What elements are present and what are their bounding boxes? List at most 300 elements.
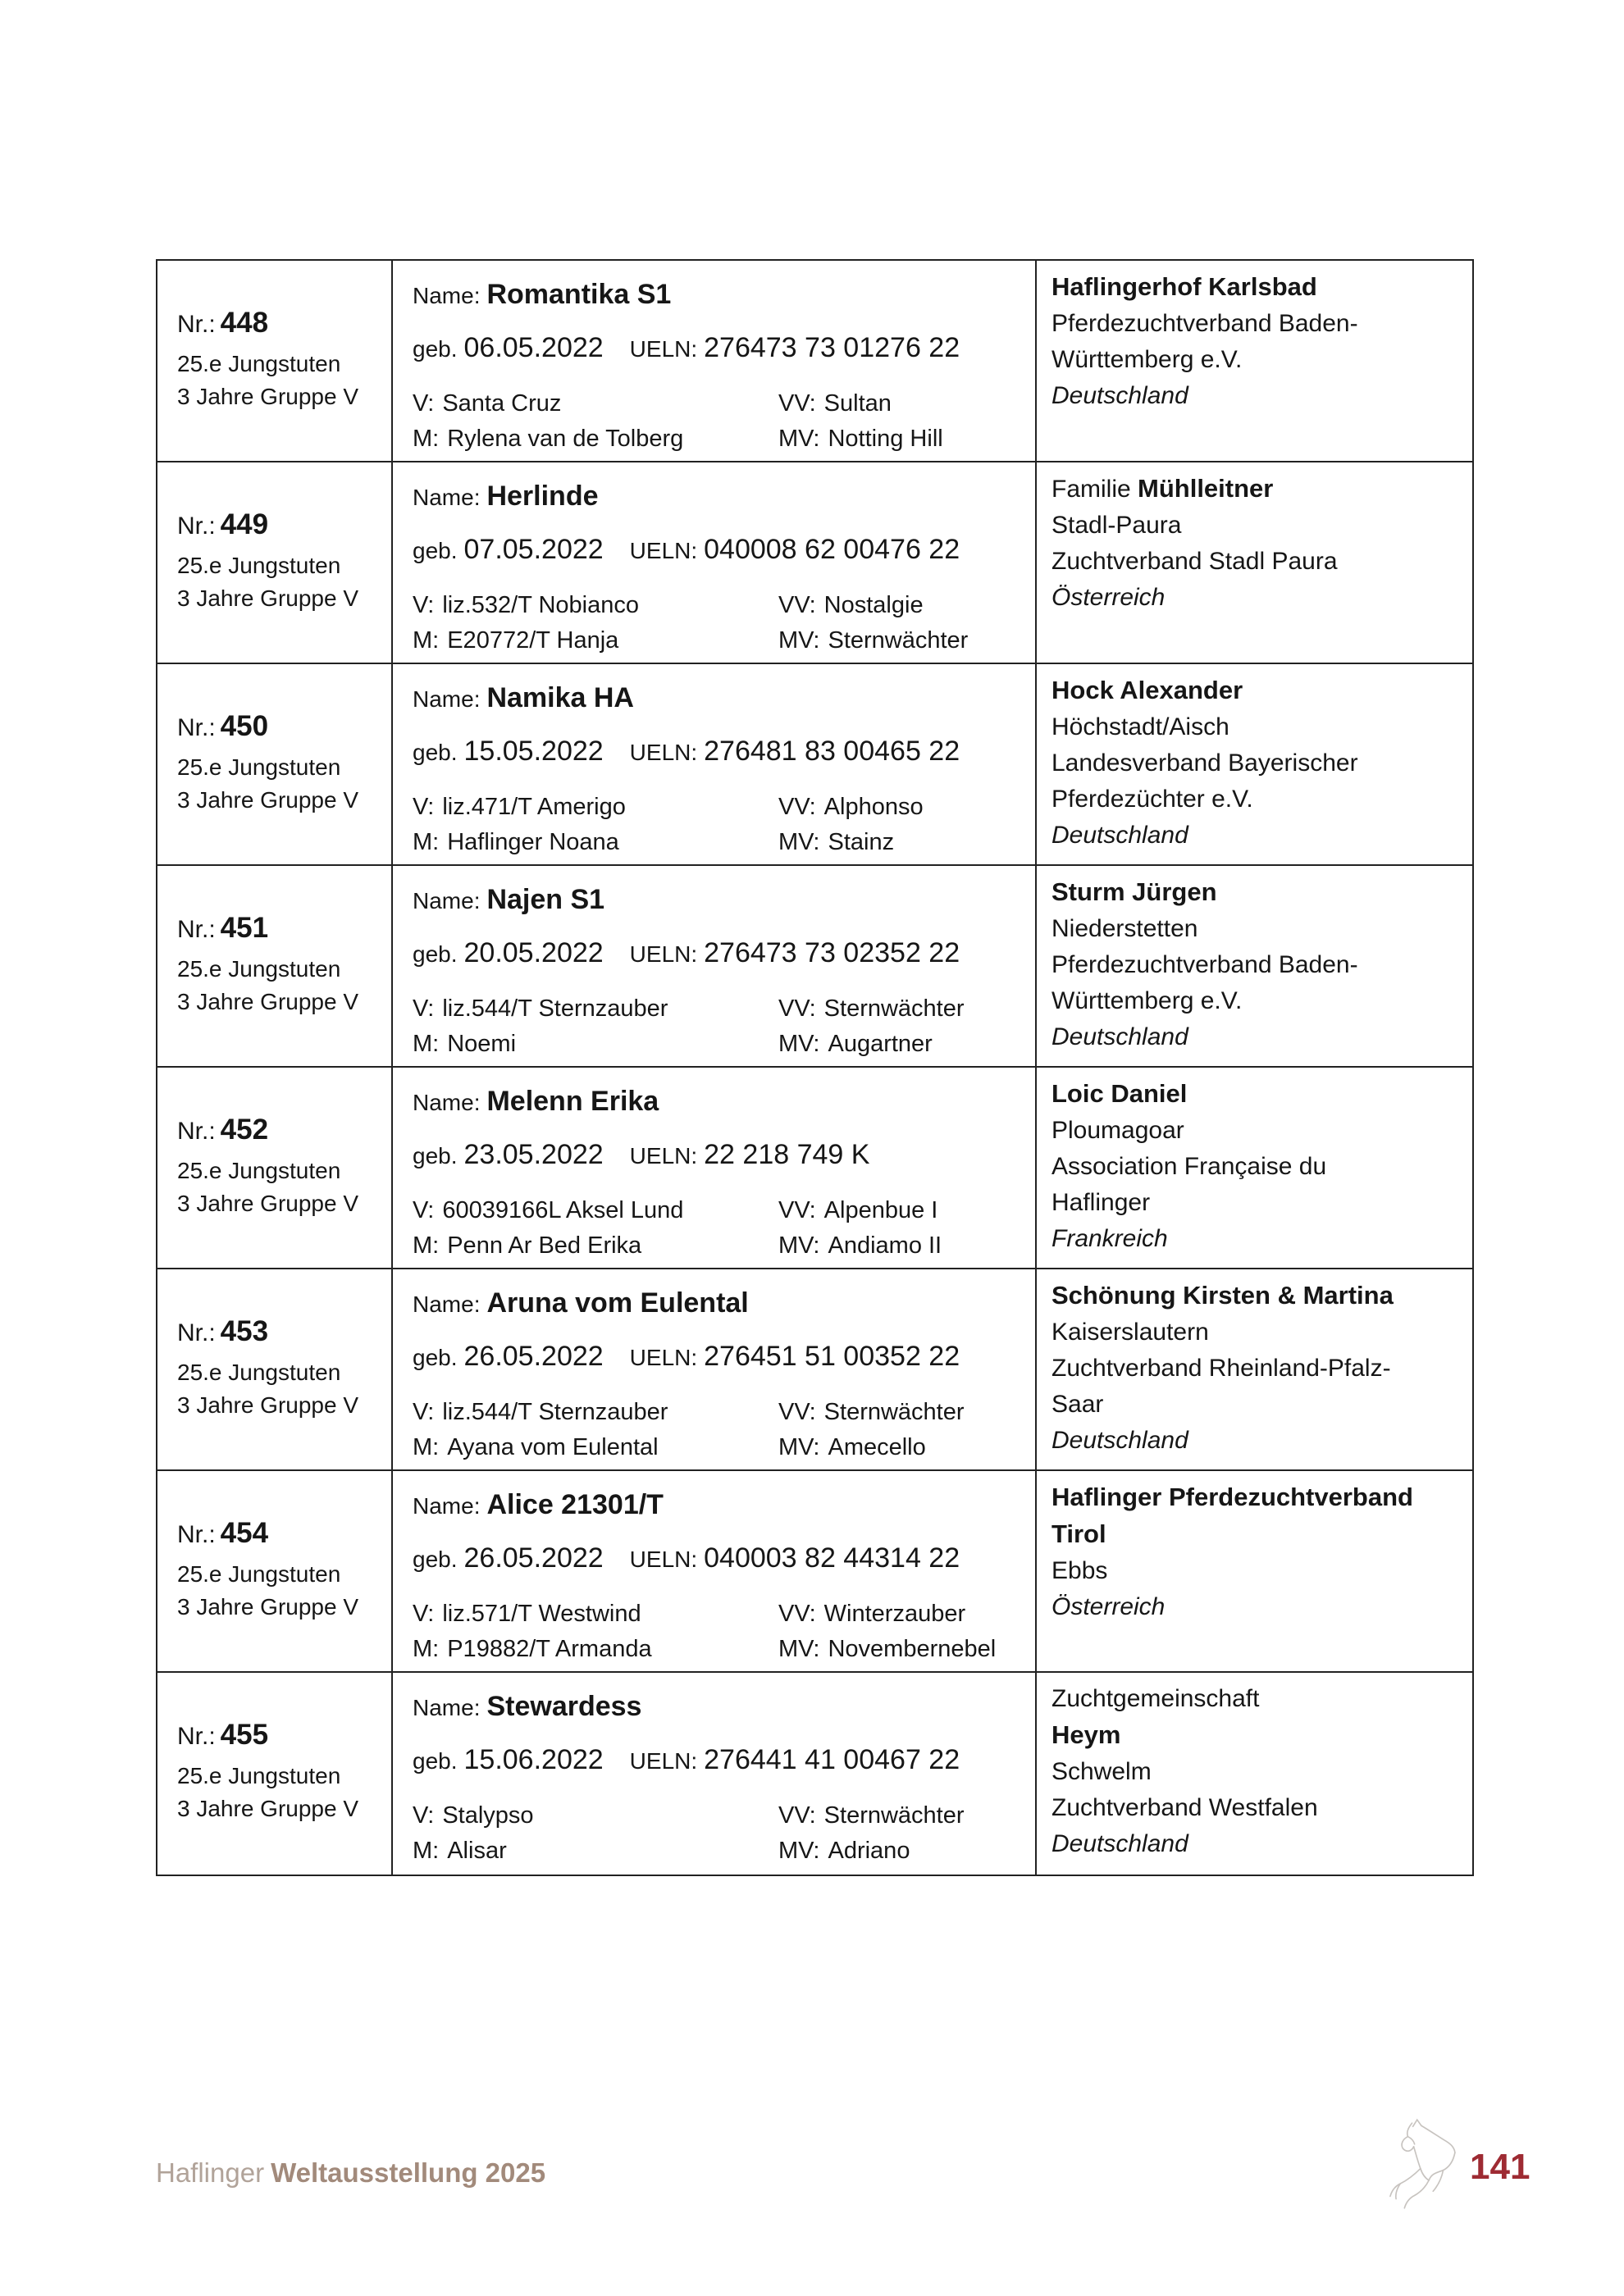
entries-table: [156, 259, 1474, 1876]
sire-sire-entry: [778, 390, 892, 417]
nr-label: Nr.:: [177, 1521, 216, 1548]
vv-label: VV:: [778, 1399, 816, 1425]
birth-date: 20.05.2022: [463, 937, 604, 968]
horse-name-line: [413, 884, 1027, 916]
nr-label: Nr.:: [177, 512, 216, 540]
entry-number-line: [177, 1719, 383, 1752]
dam-entry: [413, 1434, 778, 1461]
name-label: Name:: [413, 686, 481, 712]
sire-sire-entry: [778, 592, 924, 619]
owner-line: [1051, 1351, 1461, 1387]
dam-sire-name: Adriano: [828, 1838, 910, 1864]
owner-line: [1051, 1826, 1461, 1862]
dam-entry: [413, 1031, 778, 1058]
pedigree-row-sire: [413, 592, 1027, 619]
v-label: V:: [413, 1197, 435, 1223]
horse-name: Melenn Erika: [486, 1086, 659, 1117]
owner-text: Zuchtgemeinschaft: [1051, 1685, 1260, 1712]
sire-sire-entry: [778, 1802, 965, 1829]
sire-sire-entry: [778, 1197, 937, 1224]
class-line-2: 3 Jahre Gruppe V: [177, 787, 359, 813]
entry-number-line: [177, 1315, 383, 1348]
owner-name-bold: Tirol: [1051, 1519, 1106, 1548]
owner-country: Österreich: [1051, 1593, 1166, 1620]
sire-entry: [413, 592, 778, 619]
owner-line: [1051, 1221, 1461, 1257]
class-line-1: 25.e Jungstuten: [177, 754, 341, 780]
class-line-1: 25.e Jungstuten: [177, 1763, 341, 1788]
owner-line: [1051, 874, 1461, 911]
nr-value: 448: [220, 307, 269, 339]
owner-line: [1051, 580, 1461, 616]
dam-sire-name: Sternwächter: [828, 627, 969, 654]
birth-ueln-line: [413, 1341, 1027, 1373]
ueln-number: 276473 73 01276 22: [704, 332, 960, 363]
pedigree-row-sire: [413, 995, 1027, 1023]
ueln-label: UELN:: [629, 1547, 698, 1572]
vv-label: VV:: [778, 1197, 816, 1223]
name-label: Name:: [413, 1493, 481, 1519]
geb-label: geb.: [413, 941, 458, 967]
pedigree-block: [413, 592, 1027, 654]
name-label: Name:: [413, 283, 481, 308]
class-line-1: 25.e Jungstuten: [177, 1360, 341, 1385]
owner-text: Ploumagoar: [1051, 1117, 1184, 1144]
ueln-label: UELN:: [629, 336, 698, 362]
sire-sire-entry: [778, 995, 965, 1023]
pedigree-row-dam: [413, 426, 1027, 453]
nr-label: Nr.:: [177, 1319, 216, 1346]
owner-line: [1051, 1754, 1461, 1790]
dam-name: Haflinger Noana: [447, 829, 619, 855]
pedigree-row-dam: [413, 1031, 1027, 1058]
entry-row: [157, 462, 1472, 664]
ueln-label: UELN:: [629, 1345, 698, 1370]
nr-label: Nr.:: [177, 714, 216, 741]
owner-country: Deutschland: [1051, 382, 1188, 409]
dam-sire-entry: [778, 1838, 910, 1865]
owner-line: [1051, 1589, 1461, 1625]
vv-label: VV:: [778, 1802, 816, 1829]
owner-line: [1051, 947, 1461, 983]
horse-name: Aruna vom Eulental: [486, 1287, 749, 1319]
mv-label: MV:: [778, 829, 820, 855]
m-label: M:: [413, 829, 440, 855]
vv-label: VV:: [778, 1601, 816, 1627]
class-line-1: 25.e Jungstuten: [177, 1158, 341, 1183]
name-label: Name:: [413, 1090, 481, 1115]
nr-value: 453: [220, 1315, 269, 1347]
horse-details-cell: [393, 1471, 1037, 1671]
sire-sire-name: Winterzauber: [823, 1601, 966, 1627]
owner-name-bold: Haflingerhof Karlsbad: [1051, 272, 1317, 301]
owner-text: Niederstetten: [1051, 915, 1198, 942]
entry-number-cell: [157, 1068, 393, 1268]
dam-entry: [413, 829, 778, 856]
owner-name-bold: Sturm Jürgen: [1051, 877, 1217, 906]
birth-date: 07.05.2022: [463, 534, 604, 565]
owner-text: Schwelm: [1051, 1758, 1152, 1785]
ueln-label: UELN:: [629, 740, 698, 765]
owner-line: [1051, 1314, 1461, 1351]
mv-label: MV:: [778, 1434, 820, 1460]
owner-line: [1051, 544, 1461, 580]
class-line-2: 3 Jahre Gruppe V: [177, 1392, 359, 1418]
pedigree-block: [413, 1399, 1027, 1461]
sire-sire-entry: [778, 794, 924, 821]
dam-name: P19882/T Armanda: [447, 1636, 652, 1662]
vv-label: VV:: [778, 592, 816, 618]
dam-entry: [413, 1838, 778, 1865]
entry-number-line: [177, 508, 383, 541]
owner-line: [1051, 983, 1461, 1019]
class-line-1: 25.e Jungstuten: [177, 351, 341, 376]
owner-cell: [1037, 664, 1472, 864]
nr-label: Nr.:: [177, 311, 216, 338]
owner-line: [1051, 1790, 1461, 1826]
ueln-label: UELN:: [629, 941, 698, 967]
owner-line: [1051, 1479, 1461, 1516]
sire-sire-name: Alpenbue I: [823, 1197, 938, 1223]
vv-label: VV:: [778, 794, 816, 820]
class-line-2: 3 Jahre Gruppe V: [177, 384, 359, 409]
entry-number-cell: [157, 261, 393, 461]
owner-line: [1051, 471, 1461, 508]
sire-entry: [413, 794, 778, 821]
sire-sire-name: Sternwächter: [823, 1399, 965, 1425]
birth-date: 26.05.2022: [463, 1542, 604, 1574]
dam-entry: [413, 1232, 778, 1260]
pedigree-block: [413, 995, 1027, 1058]
mv-label: MV:: [778, 426, 820, 452]
ueln-number: 276481 83 00465 22: [704, 736, 960, 767]
geb-label: geb.: [413, 740, 458, 765]
geb-label: geb.: [413, 538, 458, 563]
nr-value: 449: [220, 508, 269, 540]
pedigree-row-sire: [413, 1399, 1027, 1426]
dam-entry: [413, 627, 778, 654]
sire-sire-name: Sultan: [823, 390, 892, 417]
vv-label: VV:: [778, 995, 816, 1022]
name-label: Name:: [413, 1292, 481, 1317]
pedigree-row-dam: [413, 1838, 1027, 1865]
horse-name: Namika HA: [486, 682, 634, 713]
v-label: V:: [413, 1399, 435, 1425]
horse-name-line: [413, 1489, 1027, 1521]
pedigree-row-sire: [413, 794, 1027, 821]
nr-value: 455: [220, 1719, 269, 1751]
horse-name: Romantika S1: [486, 279, 672, 310]
v-label: V:: [413, 794, 435, 820]
geb-label: geb.: [413, 1748, 458, 1774]
class-line-1: 25.e Jungstuten: [177, 553, 341, 578]
pedigree-row-sire: [413, 1197, 1027, 1224]
birth-ueln-line: [413, 332, 1027, 364]
pedigree-row-dam: [413, 1434, 1027, 1461]
owner-line: [1051, 672, 1461, 709]
owner-name-bold: Schönung Kirsten & Martina: [1051, 1281, 1394, 1310]
entry-number-line: [177, 912, 383, 945]
entry-row: [157, 261, 1472, 462]
pedigree-row-sire: [413, 1802, 1027, 1829]
birth-ueln-line: [413, 1139, 1027, 1171]
dam-name: Alisar: [447, 1838, 507, 1864]
birth-date: 23.05.2022: [463, 1139, 604, 1170]
class-line-2: 3 Jahre Gruppe V: [177, 1796, 359, 1821]
ueln-number: 040008 62 00476 22: [704, 534, 960, 565]
class-line-2: 3 Jahre Gruppe V: [177, 1191, 359, 1216]
owner-name-bold: Haflinger Pferdezuchtverband: [1051, 1483, 1413, 1511]
sire-name: liz.571/T Westwind: [442, 1601, 641, 1627]
nr-value: 454: [220, 1517, 269, 1549]
pedigree-row-dam: [413, 627, 1027, 654]
nr-label: Nr.:: [177, 1723, 216, 1750]
owner-line: [1051, 1113, 1461, 1149]
horse-details-cell: [393, 261, 1037, 461]
horse-logo-icon: [1383, 2118, 1468, 2215]
owner-line: [1051, 1553, 1461, 1589]
birth-ueln-line: [413, 736, 1027, 768]
dam-name: Ayana vom Eulental: [447, 1434, 659, 1460]
birth-ueln-line: [413, 1542, 1027, 1574]
ueln-number: 276451 51 00352 22: [704, 1341, 960, 1372]
entry-number-line: [177, 1114, 383, 1146]
owner-country: Frankreich: [1051, 1225, 1168, 1252]
owner-text: Zuchtverband Westfalen: [1051, 1794, 1318, 1821]
class-line-1: 25.e Jungstuten: [177, 1561, 341, 1587]
mv-label: MV:: [778, 627, 820, 654]
sire-name: liz.471/T Amerigo: [442, 794, 626, 820]
owner-text: Württemberg e.V.: [1051, 346, 1243, 373]
ueln-number: 276441 41 00467 22: [704, 1744, 960, 1775]
sire-name: liz.532/T Nobianco: [442, 592, 639, 618]
dam-name: Rylena van de Tolberg: [447, 426, 684, 452]
m-label: M:: [413, 426, 440, 452]
sire-entry: [413, 995, 778, 1023]
owner-country: Deutschland: [1051, 1830, 1188, 1857]
owner-cell: [1037, 1673, 1472, 1875]
owner-line: [1051, 306, 1461, 342]
ueln-number: 22 218 749 K: [704, 1139, 870, 1170]
entry-number-cell: [157, 1269, 393, 1469]
horse-name-line: [413, 1086, 1027, 1118]
class-line-2: 3 Jahre Gruppe V: [177, 989, 359, 1014]
owner-country: Deutschland: [1051, 1023, 1188, 1050]
entry-row: [157, 1068, 1472, 1269]
nr-value: 450: [220, 710, 269, 742]
owner-line: [1051, 1019, 1461, 1055]
horse-name-line: [413, 682, 1027, 714]
owner-text: Höchstadt/Aisch: [1051, 713, 1229, 740]
horse-name-line: [413, 279, 1027, 311]
birth-date: 15.06.2022: [463, 1744, 604, 1775]
horse-name: Stewardess: [486, 1691, 642, 1722]
entry-number-line: [177, 1517, 383, 1550]
nr-label: Nr.:: [177, 916, 216, 943]
ueln-label: UELN:: [629, 538, 698, 563]
name-label: Name:: [413, 888, 481, 913]
dam-sire-name: Andiamo II: [828, 1232, 942, 1259]
vv-label: VV:: [778, 390, 816, 417]
pedigree-row-sire: [413, 1601, 1027, 1628]
owner-cell: [1037, 462, 1472, 663]
footer-brand: [156, 2157, 545, 2189]
m-label: M:: [413, 1232, 440, 1259]
owner-line: [1051, 1278, 1461, 1314]
dam-entry: [413, 426, 778, 453]
owner-line: [1051, 911, 1461, 947]
owner-text: Württemberg e.V.: [1051, 987, 1243, 1014]
entry-number-cell: [157, 866, 393, 1066]
owner-line: [1051, 378, 1461, 414]
v-label: V:: [413, 390, 435, 417]
pedigree-block: [413, 1197, 1027, 1260]
entry-row: [157, 664, 1472, 866]
footer-brand-bold: Weltausstellung 2025: [271, 2157, 546, 2188]
pedigree-row-sire: [413, 390, 1027, 417]
owner-line: [1051, 781, 1461, 818]
entry-row: [157, 1269, 1472, 1471]
geb-label: geb.: [413, 1345, 458, 1370]
v-label: V:: [413, 995, 435, 1022]
dam-sire-entry: [778, 1636, 996, 1663]
ueln-label: UELN:: [629, 1143, 698, 1168]
entry-row: [157, 1673, 1472, 1875]
owner-line: [1051, 1185, 1461, 1221]
v-label: V:: [413, 1802, 435, 1829]
owner-line: [1051, 1717, 1461, 1754]
entry-number-cell: [157, 664, 393, 864]
sire-name: liz.544/T Sternzauber: [442, 1399, 668, 1425]
owner-text: Kaiserslautern: [1051, 1319, 1209, 1346]
owner-country: Deutschland: [1051, 1427, 1188, 1454]
horse-name: Alice 21301/T: [486, 1489, 664, 1520]
entry-number-line: [177, 710, 383, 743]
owner-text: Ebbs: [1051, 1557, 1108, 1584]
birth-ueln-line: [413, 937, 1027, 969]
dam-name: Penn Ar Bed Erika: [447, 1232, 642, 1259]
owner-text: Saar: [1051, 1391, 1104, 1418]
dam-sire-name: Amecello: [828, 1434, 926, 1460]
ueln-number: 040003 82 44314 22: [704, 1542, 960, 1574]
owner-line: [1051, 745, 1461, 781]
footer-brand-light: Haflinger: [156, 2157, 265, 2188]
horse-details-cell: [393, 1068, 1037, 1268]
owner-line: [1051, 1681, 1461, 1717]
owner-line: [1051, 342, 1461, 378]
owner-cell: [1037, 1471, 1472, 1671]
mv-label: MV:: [778, 1232, 820, 1259]
owner-text: Haflinger: [1051, 1189, 1151, 1216]
geb-label: geb.: [413, 1143, 458, 1168]
class-line-2: 3 Jahre Gruppe V: [177, 585, 359, 611]
horse-details-cell: [393, 664, 1037, 864]
entry-number-line: [177, 307, 383, 339]
sire-entry: [413, 1197, 778, 1224]
entry-number-cell: [157, 1471, 393, 1671]
pedigree-block: [413, 1601, 1027, 1663]
horse-name-line: [413, 1691, 1027, 1723]
birth-ueln-line: [413, 1744, 1027, 1776]
mv-label: MV:: [778, 1838, 820, 1864]
dam-sire-entry: [778, 1232, 942, 1260]
m-label: M:: [413, 627, 440, 654]
owner-line: [1051, 709, 1461, 745]
owner-text: Zuchtverband Stadl Paura: [1051, 548, 1338, 575]
owner-text: Pferdezuchtverband Baden-: [1051, 951, 1358, 978]
geb-label: geb.: [413, 336, 458, 362]
owner-cell: [1037, 261, 1472, 461]
sire-sire-name: Nostalgie: [823, 592, 924, 618]
owner-text: Familie: [1051, 476, 1138, 503]
sire-entry: [413, 390, 778, 417]
owner-line: [1051, 1516, 1461, 1553]
owner-line: [1051, 508, 1461, 544]
owner-name-bold: Loic Daniel: [1051, 1079, 1188, 1108]
sire-name: 60039166L Aksel Lund: [442, 1197, 684, 1223]
ueln-label: UELN:: [629, 1748, 698, 1774]
birth-ueln-line: [413, 534, 1027, 566]
pedigree-block: [413, 1802, 1027, 1865]
dam-sire-entry: [778, 1434, 926, 1461]
sire-sire-entry: [778, 1399, 965, 1426]
owner-text: Stadl-Paura: [1051, 512, 1182, 539]
dam-sire-name: Novembernebel: [828, 1636, 997, 1662]
pedigree-row-dam: [413, 829, 1027, 856]
sire-name: Stalypso: [442, 1802, 534, 1829]
nr-value: 452: [220, 1114, 269, 1146]
owner-line: [1051, 1076, 1461, 1113]
dam-sire-entry: [778, 627, 968, 654]
dam-sire-entry: [778, 1031, 933, 1058]
mv-label: MV:: [778, 1031, 820, 1057]
owner-line: [1051, 818, 1461, 854]
owner-line: [1051, 1387, 1461, 1423]
m-label: M:: [413, 1031, 440, 1057]
sire-sire-name: Alphonso: [823, 794, 924, 820]
dam-sire-name: Notting Hill: [828, 426, 943, 452]
owner-country: Deutschland: [1051, 822, 1188, 849]
pedigree-block: [413, 390, 1027, 453]
m-label: M:: [413, 1434, 440, 1460]
nr-value: 451: [220, 912, 269, 944]
pedigree-block: [413, 794, 1027, 856]
entry-row: [157, 866, 1472, 1068]
horse-details-cell: [393, 866, 1037, 1066]
horse-name-line: [413, 1287, 1027, 1319]
entry-row: [157, 1471, 1472, 1673]
sire-name: liz.544/T Sternzauber: [442, 995, 668, 1022]
geb-label: geb.: [413, 1547, 458, 1572]
birth-date: 06.05.2022: [463, 332, 604, 363]
owner-cell: [1037, 1068, 1472, 1268]
owner-name-bold: Hock Alexander: [1051, 676, 1243, 704]
sire-sire-entry: [778, 1601, 965, 1628]
mv-label: MV:: [778, 1636, 820, 1662]
sire-sire-name: Sternwächter: [823, 1802, 965, 1829]
owner-name-bold: Mühlleitner: [1138, 474, 1274, 503]
owner-line: [1051, 1149, 1461, 1185]
pedigree-row-dam: [413, 1636, 1027, 1663]
owner-text: Landesverband Bayerischer: [1051, 749, 1358, 777]
horse-details-cell: [393, 1269, 1037, 1469]
class-line-2: 3 Jahre Gruppe V: [177, 1594, 359, 1620]
entry-number-cell: [157, 462, 393, 663]
owner-line: [1051, 269, 1461, 306]
owner-cell: [1037, 866, 1472, 1066]
horse-name: Najen S1: [486, 884, 605, 915]
v-label: V:: [413, 592, 435, 618]
